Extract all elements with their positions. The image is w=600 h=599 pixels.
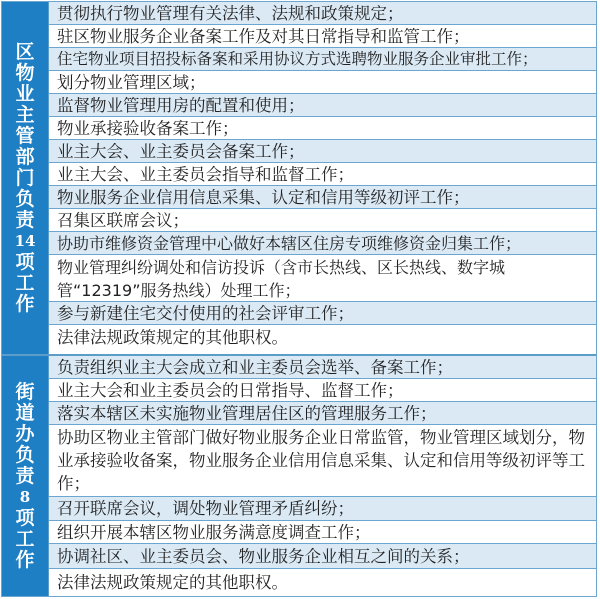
label-number: 8 [19, 487, 31, 506]
table-row: 监督物业管理用房的配置和使用； [49, 94, 596, 117]
label-char: 街 [15, 380, 35, 403]
table-row: 划分物业管理区域； [49, 71, 596, 94]
label-char: 项 [15, 250, 35, 273]
table-row: 参与新建住宅交付使用的社会评审工作； [49, 302, 596, 325]
label-char: 业 [15, 82, 35, 105]
label-char: 管 [15, 124, 35, 147]
table-row: 召集区联席会议； [49, 209, 596, 232]
subdistrict-items [49, 356, 596, 596]
label-char: 主 [15, 103, 35, 126]
table-row: 组织开展本辖区物业服务满意度调查工作； [49, 521, 596, 544]
label-char: 办 [15, 422, 35, 445]
table-row: 法律法规政策规定的其他职权。 [57, 328, 288, 347]
label-char: 负 [15, 187, 35, 210]
table-row: 协助区物业主管部门做好物业服务企业日常监管，物业管理区域划分，物业承接验收备案，物业服务企业信用信息采集、认定和信用等级初评等工作； [49, 425, 596, 497]
table-row: 业主大会和业主委员会的日常指导、监督工作； [49, 379, 596, 402]
table-row: 物业承接验收备案工作； [49, 117, 596, 140]
table-row: 贯彻执行物业管理有关法律、法规和政策规定； [49, 2, 596, 25]
table-row: 业主大会、业主委员会指导和监督工作； [49, 163, 596, 186]
label-char: 作 [15, 548, 35, 571]
label-char: 道 [15, 401, 35, 424]
label-char: 责 [15, 208, 35, 231]
label-char: 工 [15, 271, 35, 294]
label-char: 部 [15, 145, 35, 168]
subdistrict-label [2, 356, 49, 596]
table-row: 负责组织业主大会成立和业主委员会选举、备案工作； [49, 356, 596, 379]
table-row: 物业管理纠纷调处和信访投诉（含市长热线、区长热线、数字城管“12319”服务热线）处理工作； [49, 255, 596, 302]
table-row: 法律法规政策规定的其他职权。 [57, 573, 288, 592]
table-row: 驻区物业服务企业备案工作及对其日常指导和监管工作； [49, 25, 596, 48]
table-row: 召开联席会议，调处物业管理矛盾纠纷； [49, 497, 596, 521]
label-char: 责 [15, 464, 35, 487]
table-row: 物业服务企业信用信息采集、认定和信用等级初评工作； [49, 186, 596, 209]
label-char: 区 [15, 40, 35, 63]
table-row: 住宅物业项目招投标备案和采用协议方式选聘物业服务企业审批工作； [49, 48, 596, 71]
table-row: 协助市维修资金管理中心做好本辖区住房专项维修资金归集工作； [49, 232, 596, 255]
label-char: 项 [15, 506, 35, 529]
label-char: 物 [15, 61, 35, 84]
label-char: 门 [15, 166, 35, 189]
label-char: 负 [15, 443, 35, 466]
label-char: 工 [15, 527, 35, 550]
district-section [2, 2, 596, 354]
table-row: 落实本辖区未实施物业管理居住区的管理服务工作； [49, 402, 596, 425]
district-items [49, 2, 596, 354]
responsibility-table [1, 1, 597, 597]
table-row: 业主大会、业主委员会备案工作； [49, 140, 596, 163]
table-row: 协调社区、业主委员会、物业服务企业相互之间的关系； [49, 544, 596, 569]
label-char: 作 [15, 292, 35, 315]
label-number: 14 [14, 231, 36, 250]
subdistrict-section [2, 356, 596, 596]
district-label [2, 2, 49, 354]
